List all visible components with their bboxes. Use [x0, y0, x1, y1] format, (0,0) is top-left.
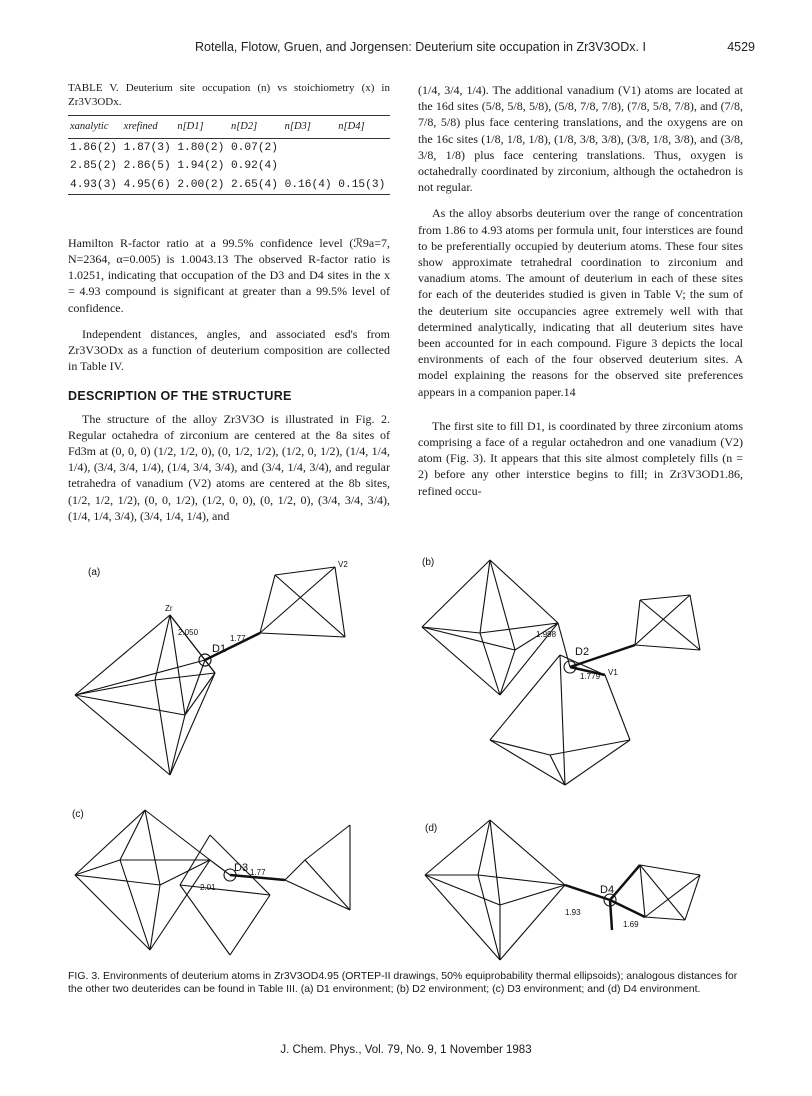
d3-label: D3 [234, 862, 249, 874]
figure-3-drawing [60, 555, 760, 965]
left-paragraph-1: Hamilton R-factor ratio at a 99.5% confidence level (ℛ9a=7, N=2364, α=0.005) is 1.0043.13 The observed R-factor ratio is 1.0251, indicating that occupation of the D3 and D4 sites in the x = 4.93 compound is significant at greater than a 99.5% level of confidence. [68, 235, 390, 315]
panel-d-label: (d) [425, 823, 438, 834]
atom-label-zr: Zr [165, 604, 173, 613]
atom-label-v1: V1 [608, 668, 618, 677]
table-header-row [68, 116, 390, 139]
table-cell: 1.94(2) [177, 160, 225, 173]
panel-a-label: (a) [88, 567, 101, 578]
table-cell: 0.07(2) [230, 142, 278, 155]
right-paragraph-1: (1/4, 3/4, 1/4). The additional vanadium (V1) atoms are located at the 16d sites (5/8, 5/8, 5/8), (5/8, 7/8, 7/8), (7/8, 5/8, 7/8), and (7/8, 7/8, 5/8) plus face centering translations, and the oxygens are on the 16c sites (1/8, 1/8, 1/8), (1/8, 3/8, 3/8), (3/8, 1/8, 3/8), and (3/8, 3/8, 1/8) plus face centering translations. Thus, oxygen is octahedrally coordinated by zirconium, although the octahedron is not regular. [418, 83, 743, 195]
panel-b-label: (b) [422, 557, 435, 568]
table-row [68, 139, 390, 158]
header-title: Rotella, Flotow, Gruen, and Jorgensen: Deuterium site occupation in Zr3V3ODx. I [195, 40, 646, 54]
table-cell: 2.86(5) [123, 160, 171, 173]
table-cell: 0.15(3) [338, 178, 386, 191]
left-paragraph-3: The structure of the alloy Zr3V3O is illustrated in Fig. 2. Regular octahedra of zirconium are centered at the 8a sites of Fd3m at (0, 0, 0) (1/2, 1/2, 0), (0, 1/2, 1/2), (1/2, 0, 1/2), (1/4, 1/4, 1/4), (3/4, 3/4, 1/4), (1/4, 3/4, 3/4), and (3/4, 1/4, 3/4), and regular tetrahedra of vanadium (V2) atoms are centered at the 8b sites, (1/2, 1/2, 1/2), (0, 0, 1/2), (1/2, 0, 0), (0, 1/2, 0), (3/4, 3/4, 3/4), (1/4, 1/4, 3/4), (3/4, 1/4, 1/4), and [68, 411, 390, 523]
d1-label: D1 [212, 643, 227, 655]
table-cell [336, 139, 390, 158]
table-header: n[D1] [177, 121, 204, 132]
table-cell [336, 157, 390, 175]
right-paragraph-2: As the alloy absorbs deuterium over the range of concentration from 1.86 to 4.93 atoms per formula unit, four interstices are found to be preferentially occupied by deuterium atoms. These four sites show approximate tetrahedral coordination to zirconium and vanadium atoms. The amount of deuterium in each of these sites for each of the deuterides studied is given in Table V; the sum of the deuterium site occupancies agree extremely well with that determined analytically, indicating that all deuterium sites have been accounted for in each compound. Figure 3 depicts the local environments of each of the four observed deuterium sites. A model explaining the reasons for the observed site preferences appears in a companion paper.14 [418, 206, 743, 399]
section-heading: DESCRIPTION OF THE STRUCTURE [68, 389, 292, 404]
table-cell: 1.86(2) [70, 142, 117, 155]
figure-3 [60, 555, 760, 965]
table-header: xanalytic [70, 121, 109, 132]
distance-label: 1.69 [623, 920, 639, 929]
d4-label: D4 [600, 884, 615, 896]
panel-a-drawing [75, 567, 345, 775]
distance-label: 1.93 [565, 908, 581, 917]
table-caption: TABLE V. Deuterium site occupation (n) vs stoichiometry (x) in Zr3V3ODx. [68, 82, 390, 108]
distance-label: 1.77 [230, 634, 246, 643]
table-cell: 4.93(3) [70, 178, 117, 191]
table-cell: 0.16(4) [284, 178, 332, 191]
figure-caption: FIG. 3. Environments of deuterium atoms in Zr3V3OD4.95 (ORTEP-II drawings, 50% equiprobability thermal ellipsoids); analogous distances for the other two deuterides can be found in Table III. (a) D1 environment; (b) D2 environment; (c) D3 environment; and (d) D4 environment. [68, 970, 738, 995]
distance-label: 1.77 [250, 868, 266, 877]
table-cell: 0.92(4) [230, 160, 278, 173]
distance-label: 2.01 [200, 883, 216, 892]
table-cell: 2.00(2) [177, 178, 225, 191]
right-column [418, 82, 743, 509]
table-cell [283, 157, 337, 175]
distance-label: 2.050 [178, 628, 199, 637]
table-cell: 2.85(2) [70, 160, 117, 173]
table-header: n[D4] [338, 121, 365, 132]
table-cell: 4.95(6) [123, 178, 171, 191]
table-header: xrefined [123, 121, 158, 132]
table-row [68, 176, 390, 195]
table-cell [283, 139, 337, 158]
table-header: n[D2] [230, 121, 258, 132]
running-header [195, 40, 755, 54]
panel-d-drawing [425, 820, 700, 960]
panel-c-label: (c) [72, 809, 84, 820]
table-cell: 2.65(4) [230, 178, 278, 191]
table-cell: 1.80(2) [177, 142, 225, 155]
page-footer: J. Chem. Phys., Vol. 79, No. 9, 1 November 1983 [280, 1044, 532, 1056]
panel-b-drawing [422, 560, 700, 785]
table-cell: 1.87(3) [123, 142, 171, 155]
left-column [68, 82, 390, 534]
right-paragraph-3: The first site to fill D1, is coordinated by three zirconium atoms comprising a face of a regular octahedron and one vanadium (V2) atom (Fig. 3). It appears that this site almost completely fills (n = 2) before any other interstice begins to fill; in Zr3V3OD1.86, refined occu- [418, 418, 743, 498]
atom-label-v2: V2 [338, 560, 348, 569]
distance-label: 1.998 [536, 630, 557, 639]
table-row [68, 157, 390, 175]
distance-label: 1.779 [580, 672, 601, 681]
d2-label: D2 [575, 646, 590, 658]
left-paragraph-2: Independent distances, angles, and associated esd's from Zr3V3ODx as a function of deuterium composition are collected in Table IV. [68, 326, 390, 374]
table-v [68, 115, 390, 195]
page-number: 4529 [727, 40, 755, 54]
table-header: n[D3] [284, 121, 311, 132]
